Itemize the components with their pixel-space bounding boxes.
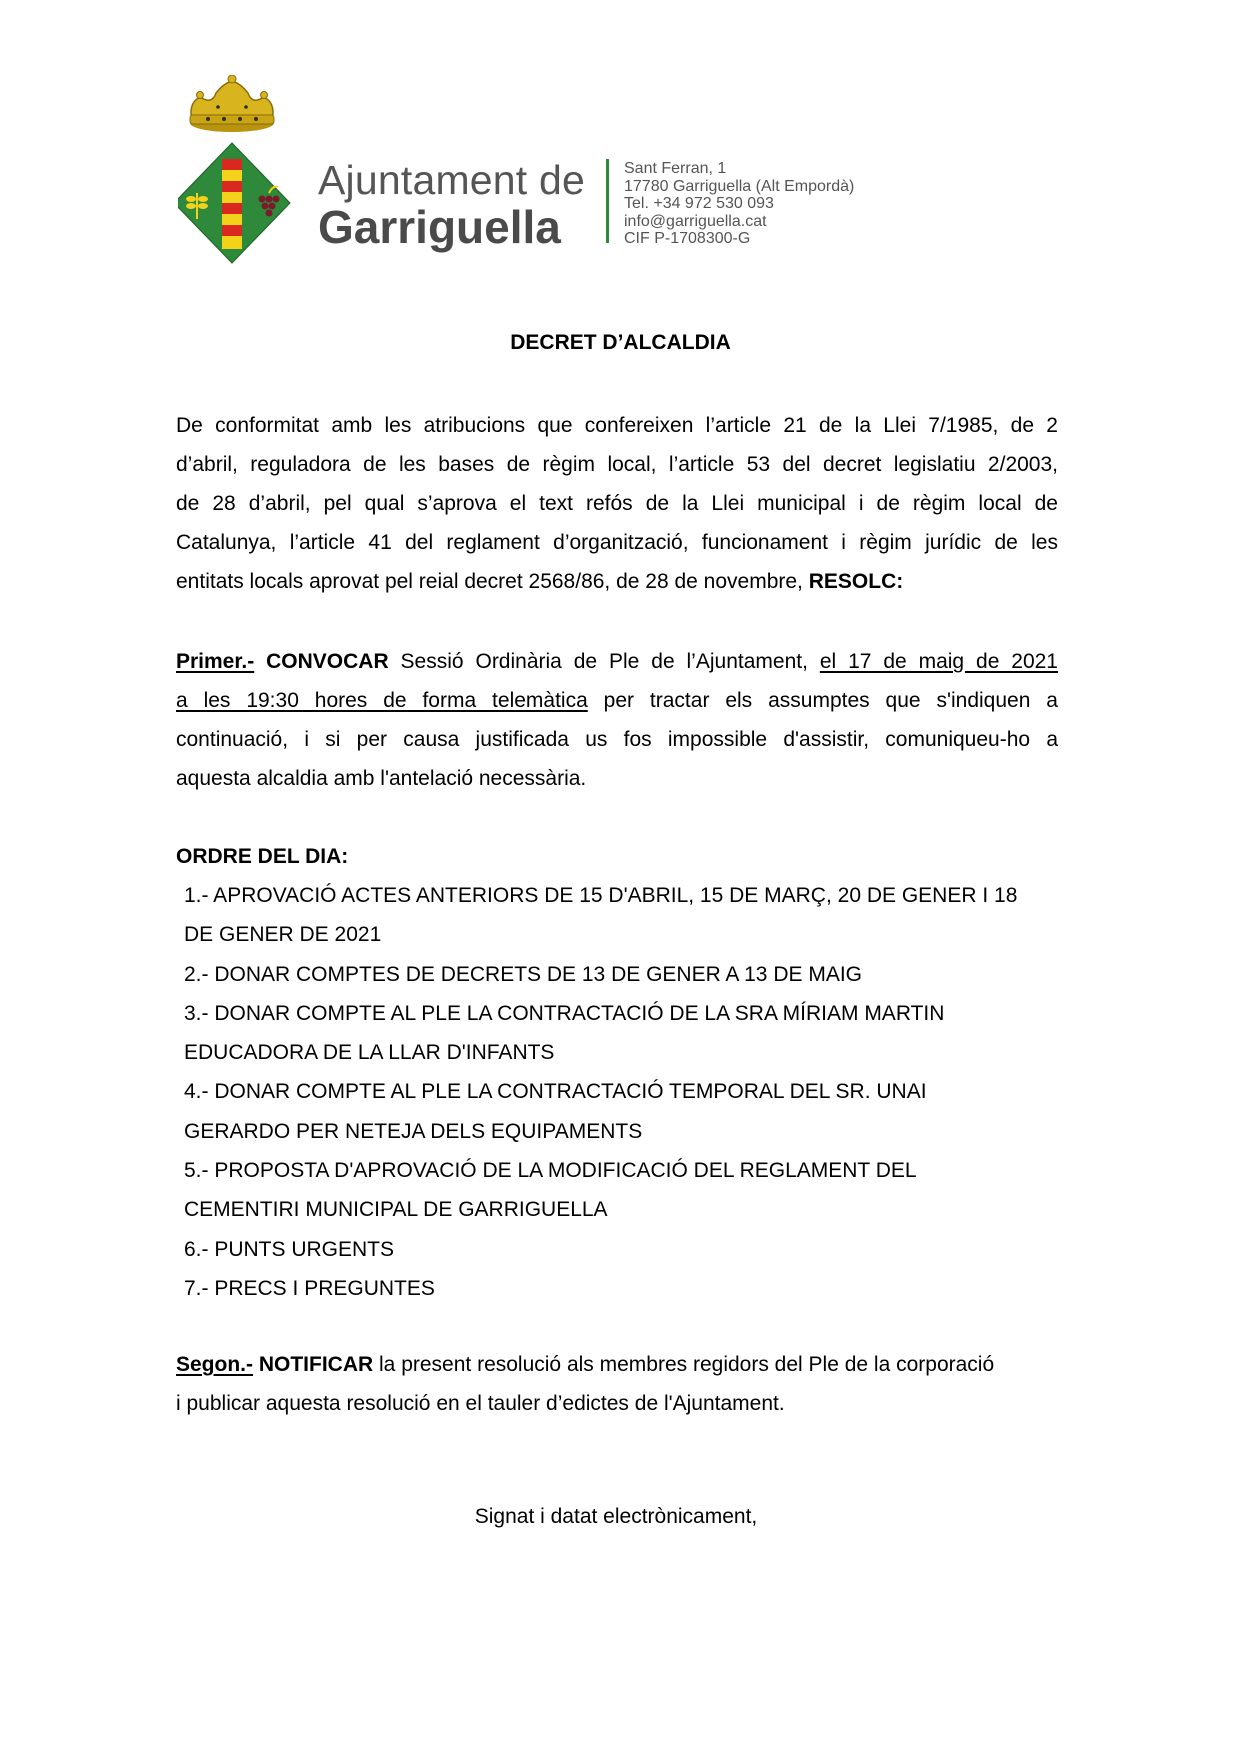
agenda-item-line: 3.- DONAR COMPTE AL PLE LA CONTRACTACIÓ DE LA SRA MÍRIAM MARTIN [184, 1001, 945, 1025]
first-line-1 [176, 642, 1058, 681]
preamble-paragraph [176, 406, 1058, 601]
agenda-item-line: 4.- DONAR COMPTE AL PLE LA CONTRACTACIÓ TEMPORAL DEL SR. UNAI [184, 1080, 927, 1104]
meeting-time: a les 19:30 hores de forma telemàtica [176, 689, 588, 712]
contact-address: Sant Ferran, 1 [624, 160, 727, 177]
agenda-item-line: 6.- PUNTS URGENTS [184, 1237, 395, 1261]
agenda-item [184, 955, 1104, 994]
first-label: Primer.- [176, 650, 255, 673]
document-title: DECRET D’ALCALDIA [510, 331, 731, 354]
preamble-line: Catalunya, l’article 41 del reglament d’organització, funcionament i règim jurídic de les [176, 531, 1058, 554]
organization-name-line1: Ajuntament de [318, 157, 585, 203]
second-text: la present resolució als membres regidors del Ple de la corporació [379, 1353, 995, 1376]
resolve-keyword: RESOLC: [808, 570, 904, 593]
organization-name [318, 158, 618, 252]
first-verb: CONVOCAR [266, 650, 389, 673]
agenda-item [184, 1269, 1104, 1308]
first-line-3: continuació, i si per causa justificada us fos impossible d'assistir, comuniqueu-ho a [176, 728, 1058, 751]
preamble-line: de 28 d’abril, pel qual s’aprova el text refós de la Llei municipal i de règim local de [176, 492, 1058, 515]
signature-note: Signat i datat electrònicament, [474, 1505, 758, 1528]
preamble-line: d’abril, reguladora de les bases de règim local, l’article 53 del decret legislatiu 2/2003, [176, 453, 1058, 476]
second-label: Segon.- [176, 1353, 253, 1376]
contact-info [624, 160, 854, 248]
first-line-4: aquesta alcaldia amb l'antelació necessària. [176, 767, 587, 790]
contact-phone: Tel. +34 972 530 093 [624, 195, 774, 212]
second-resolution [176, 1345, 1058, 1423]
crown-icon [190, 75, 274, 132]
agenda-item-line: 2.- DONAR COMPTES DE DECRETS DE 13 DE GENER A 13 DE MAIG [184, 962, 862, 986]
preamble-last-line [176, 562, 1058, 601]
first-resolution [176, 642, 1058, 798]
contact-city: 17780 Garriguella (Alt Empordà) [624, 177, 855, 195]
agenda-item-line: EDUCADORA DE LA LLAR D'INFANTS [184, 1041, 555, 1065]
agenda-list [184, 876, 1104, 1308]
agenda-item-line: GERARDO PER NETEJA DELS EQUIPAMENTS [184, 1119, 643, 1143]
agenda-item-line: 1.- APROVACIÓ ACTES ANTERIORS DE 15 D'ABRIL, 15 DE MARÇ, 20 DE GENER I 18 [184, 884, 1018, 907]
agenda-item-line: CEMENTIRI MUNICIPAL DE GARRIGUELLA [184, 1198, 608, 1222]
first-text: Sessió Ordinària de Ple de l’Ajuntament, [400, 650, 808, 673]
agenda-item [184, 1151, 1104, 1230]
agenda-item-line: 7.- PRECS I PREGUNTES [184, 1276, 435, 1300]
shield-icon [178, 143, 290, 263]
preamble-line: De conformitat amb les atribucions que confereixen l’article 21 de la Llei 7/1985, de 2 [176, 414, 1058, 437]
contact-email: info@garriguella.cat [624, 212, 767, 230]
agenda-item-line: DE GENER DE 2021 [184, 923, 382, 947]
agenda-item [184, 1230, 1104, 1269]
coat-of-arms-logo [178, 75, 298, 265]
meeting-date: el 17 de maig de 2021 [819, 650, 1058, 673]
second-line-1 [176, 1345, 1058, 1384]
contact-cif: CIF P-1708300-G [624, 230, 751, 247]
second-verb: NOTIFICAR [258, 1353, 374, 1376]
agenda-title: ORDRE DEL DIA: [176, 845, 349, 868]
letterhead [0, 0, 1241, 290]
organization-name-line2: Garriguella [318, 201, 561, 253]
preamble-line: entitats locals aprovat pel reial decret 2568/86, de 28 de novembre, [176, 570, 803, 593]
header-divider [606, 159, 609, 243]
first-text: per tractar els assumptes que s'indiquen a [603, 689, 1058, 712]
agenda-item [184, 994, 1104, 1073]
agenda-item-line: 5.- PROPOSTA D'APROVACIÓ DE LA MODIFICACIÓ DEL REGLAMENT DEL [184, 1159, 917, 1183]
agenda-item [184, 876, 1104, 955]
first-line-2 [176, 681, 1058, 720]
agenda-item [184, 1072, 1104, 1151]
second-line-2: i publicar aquesta resolució en el tauler d’edictes de l'Ajuntament. [176, 1392, 785, 1415]
